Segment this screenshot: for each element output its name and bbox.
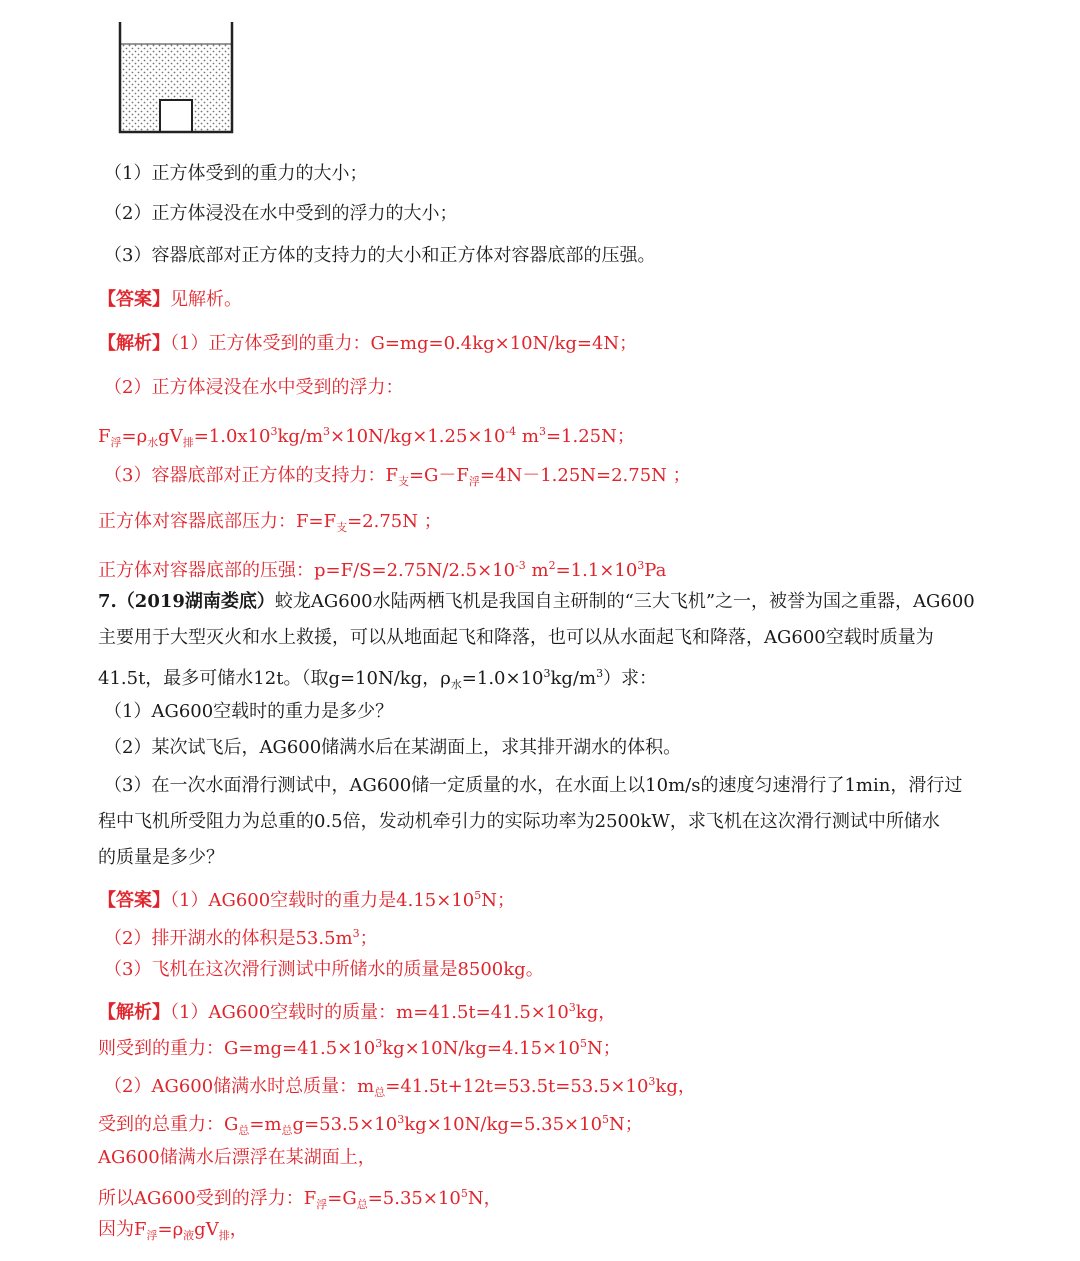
q7-analysis-2: 则受到的重力：$G=mg=41.5\times 10^3kg\times 10N/kg=4.15\times 10^5N$； [98, 1037, 621, 1059]
q7-line-3: 41.5t，最多可储水12t。（取g=10N/kg，$\rho_水=1.0\times 10^3kg/m^3$）求： [98, 667, 658, 691]
container-diagram-icon [110, 14, 240, 139]
q7-analysis-7: 因为$F_浮=\rho_液gV_排$， [98, 1219, 248, 1242]
q7-analysis-5: AG600储满水后漂浮在某湖面上， [98, 1147, 376, 1168]
q7-number: 7.（2019湖南娄底） [98, 591, 275, 612]
answer-tag: 【答案】 [98, 289, 170, 310]
q7-answer-2: （2）排开湖水的体积是$53.5m^3$； [104, 927, 378, 949]
answer-line [98, 288, 242, 312]
question-2: （2）正方体浸没在水中受到的浮力的大小； [104, 203, 458, 224]
q7-sub-1: （1）AG600空载时的重力是多少？ [104, 701, 394, 722]
q7-answer-3: （3）飞机在这次滑行测试中所储水的质量是8500kg。 [104, 959, 544, 980]
analysis-line-3: $F_浮=\rho_水gV_排=1.0x10^3kg/m^3\times 10N/kg\times 1.25\times 10^{-4}$ $m^3=1.25N$； [98, 425, 635, 449]
q7-line-2: 主要用于大型灭火和水上救援，可以从地面起飞和降落，也可以从水面起飞和降落，AG600空载时质量为 [98, 627, 934, 648]
analysis-tag: 【解析】 [98, 333, 170, 354]
q7-analysis-tag: 【解析】 [98, 1002, 170, 1023]
q7-line-8: 的质量是多少？ [98, 847, 224, 868]
q7-sub-3: （3）在一次水面滑行测试中，AG600储一定质量的水，在水面上以10m/s的速度匀速滑行了1min，滑行过 [104, 775, 963, 796]
analysis-line-6: 正方体对容器底部的压强：$p=F/S=2.75N/2.5\times 10^{-3}$ $m^2=1.1\times 10^3Pa$ [98, 559, 667, 581]
question-3: （3）容器底部对正方体的支持力的大小和正方体对容器底部的压强。 [104, 245, 656, 266]
q7-analysis-3: （2）AG600储满水时总质量：$m_总=41.5t+12t=53.5t=53.5\times 10^3kg$， [104, 1075, 696, 1099]
analysis-text: （1）正方体受到的重力：G=mg=0.4kg×10N/kg=4N； [170, 333, 638, 354]
q7-analysis-6: 所以AG600受到的浮力：$F_浮=G_总=5.35\times 10^5N$， [98, 1187, 502, 1211]
q7-analysis-4: 受到的总重力：$G_总=m_总g=53.5\times 10^3kg\times 10N/kg=5.35\times 10^5N$； [98, 1113, 643, 1137]
q7-line-1: 7.（2019湖南娄底）蛟龙AG600水陆两栖飞机是我国自主研制的“三大飞机”之一，被誉为国之重器，AG600 [98, 591, 975, 612]
answer-text: 见解析。 [170, 289, 242, 310]
analysis-line-4: （3）容器底部对正方体的支持力：$F_支=G-F_浮=4N-1.25N=2.75N$ ； [104, 465, 691, 488]
q7-answer-1: 【答案】（1）AG600空载时的重力是$4.15\times 10^5N$； [98, 889, 515, 911]
q7-analysis-1: 【解析】（1）AG600空载时的质量：$m=41.5t=41.5\times 10^3kg$， [98, 1001, 617, 1023]
question-1: （1）正方体受到的重力的大小； [104, 163, 368, 184]
analysis-line-1 [98, 332, 637, 356]
analysis-line-5: 正方体对容器底部压力：$F=F_支=2.75N$ ； [98, 511, 442, 534]
analysis-line-2: （2）正方体浸没在水中受到的浮力： [104, 377, 404, 398]
q7-answer-tag: 【答案】 [98, 890, 170, 911]
q7-sub-2: （2）某次试飞后，AG600储满水后在某湖面上，求其排开湖水的体积。 [104, 737, 682, 758]
q7-line-7: 程中飞机所受阻力为总重的0.5倍，发动机牵引力的实际功率为2500kW，求飞机在这次滑行测试中所储水 [98, 811, 940, 832]
